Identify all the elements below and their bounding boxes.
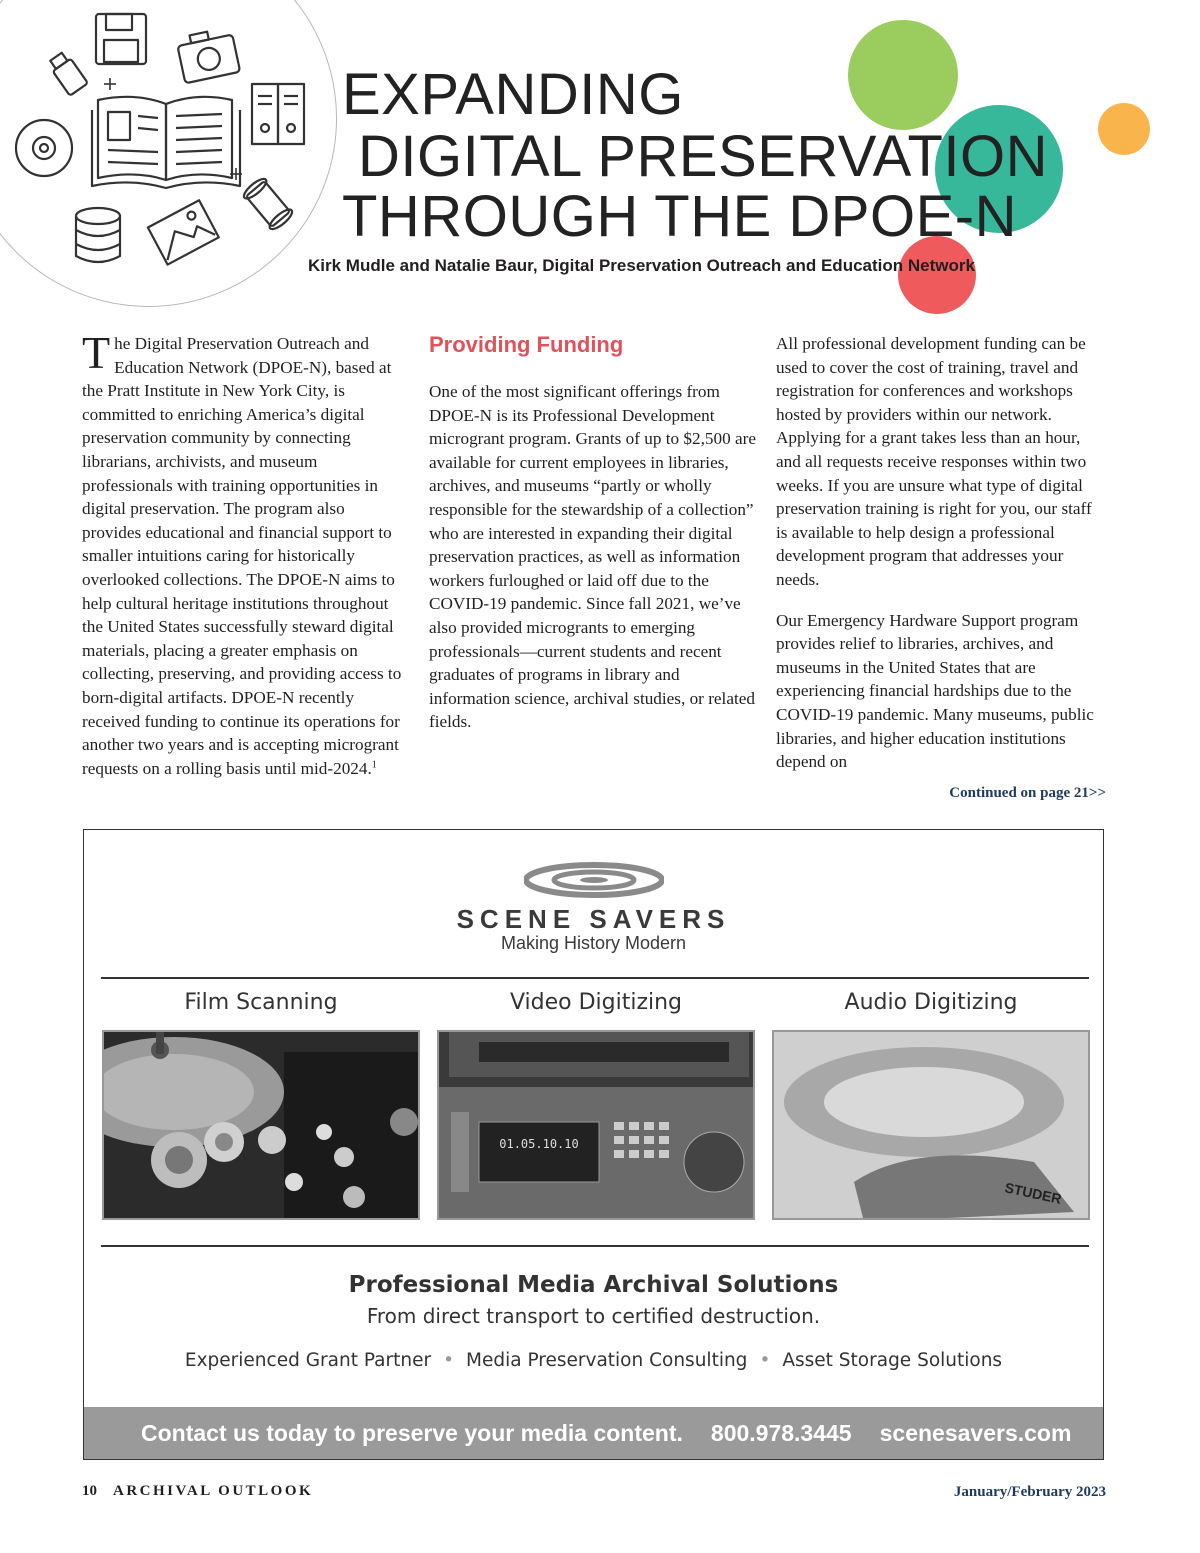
ad-brand-name: SCENE SAVERS [456,904,731,934]
service-video-digitizing: Video Digitizing [509,990,683,1015]
byline: Kirk Mudle and Natalie Baur, Digital Preservation Outreach and Education Network [308,256,975,275]
drop-cap: T [82,327,111,378]
service-audio-digitizing: Audio Digitizing [844,990,1018,1015]
title-line-3: THROUGH THE DPOE-N [342,184,1017,249]
title-line-2: DIGITAL PRESERVATION [358,124,1049,189]
feature-preservation-consulting: Media Preservation Consulting [466,1350,748,1371]
video-deck-icon [439,1032,755,1220]
tape-recorder-icon [774,1032,1090,1220]
camera-icon [176,27,240,84]
ad-divider [101,1245,1089,1247]
scene-savers-logo [524,860,664,900]
database-icon [76,208,120,262]
photo-icon [148,200,219,264]
continued-link[interactable]: Continued on page 21>> [949,785,1106,801]
page-number: 10 [82,1483,97,1499]
section-heading: Providing Funding [429,332,624,357]
green-dot [848,20,958,130]
audio-recorder-photo [772,1030,1090,1220]
scroll-icon [241,176,295,232]
service-film-scanning: Film Scanning [184,990,338,1015]
media-icons-illustration [0,0,335,300]
intro-paragraph: he Digital Preservation Outreach and Education Network (DPOE-N), based at the Pratt Institute in New York City, is committed to enriching America’s digital preservation community by connecting librarians, archivists, and museum professionals with training opportunities in digital preservation. The program also provides educational and financial support to smaller intuitions caring for historically overlooked collections. The DPOE-N aims to help cultural heritage institutions throughout the United States successfully steward digital materials, placing a greater emphasis on collecting, preserving, and providing access to born-digital artifacts. DPOE-N recently received funding to continue its operations for another two years and is accepting microgrant requests on a rolling basis until mid-2024. [82,334,402,778]
contact-website[interactable]: scenesavers.com [879,1419,1072,1446]
video-deck-photo [437,1030,755,1220]
ad-heading: Professional Media Archival Solutions [348,1272,839,1298]
contact-text: Contact us today to preserve your media content. [141,1419,683,1446]
feature-asset-storage: Asset Storage Solutions [782,1350,1003,1371]
article-column-2 [429,332,761,734]
article-column-1 [82,327,408,780]
issue-date: January/February 2023 [953,1484,1106,1500]
floppy-disk-icon [96,14,146,64]
ad-contact-bar [84,1407,1103,1459]
ad-tagline: Making History Modern [500,933,687,953]
film-reel-icon [104,1032,420,1220]
open-book-icon [92,97,240,188]
sparkle-icon [104,78,242,180]
orange-dot [1098,103,1150,155]
bullet-separator: • [443,1350,455,1371]
funding-paragraph: One of the most significant offerings from DPOE-N is its Professional Development microgrant program. Grants of up to $2,500 are available for current employees in libraries, archives, and museums “partly or wholly responsible for the stewardship of a collection” who are interested in expanding their digital preservation practices, as well as information workers furloughed or laid off due to the COVID-19 pandemic. Since fall 2021, we’ve also provided microgrants to emerging professionals—current students and recent graduates of programs in library and information science, archival studies, or related fields. [429,382,756,732]
ad-divider [101,977,1089,979]
video-display-readout: 01.05.10.10 [499,1137,579,1151]
publication-name: ARCHIVAL OUTLOOK [113,1483,314,1499]
article-column-3 [776,332,1106,774]
title-line-1: EXPANDING [342,62,684,127]
film-scanner-photo [102,1030,420,1220]
cd-icon [16,120,72,176]
development-paragraph: All professional development funding can be used to cover the cost of training, travel and registration for conferences and workshops hosted by providers within our network. Applying for a grant takes less than an hour, and all requests receive responses within two weeks. If you are unsure what type of digital preservation training is right for you, our staff is available to help design a professional development program that addresses your needs. [776,334,1092,589]
ad-subheading: From direct transport to certified destruction. [366,1304,821,1328]
hardware-support-paragraph: Our Emergency Hardware Support program provides relief to libraries, archives, and museums in the United States that are experiencing financial hardships due to the COVID-19 pandemic. Many museums, public libraries, and higher education institutions depend on [776,610,1094,772]
binders-icon [252,84,304,144]
footnote-marker: 1 [371,758,377,770]
scene-savers-advertisement [83,829,1104,1460]
ad-feature-list [84,1350,1103,1371]
feature-grant-partner: Experienced Grant Partner [184,1350,432,1371]
contact-phone[interactable]: 800.978.3445 [710,1419,852,1446]
studer-label: STUDER [1003,1179,1064,1207]
bullet-separator: • [759,1350,771,1371]
usb-drive-icon [47,50,88,95]
